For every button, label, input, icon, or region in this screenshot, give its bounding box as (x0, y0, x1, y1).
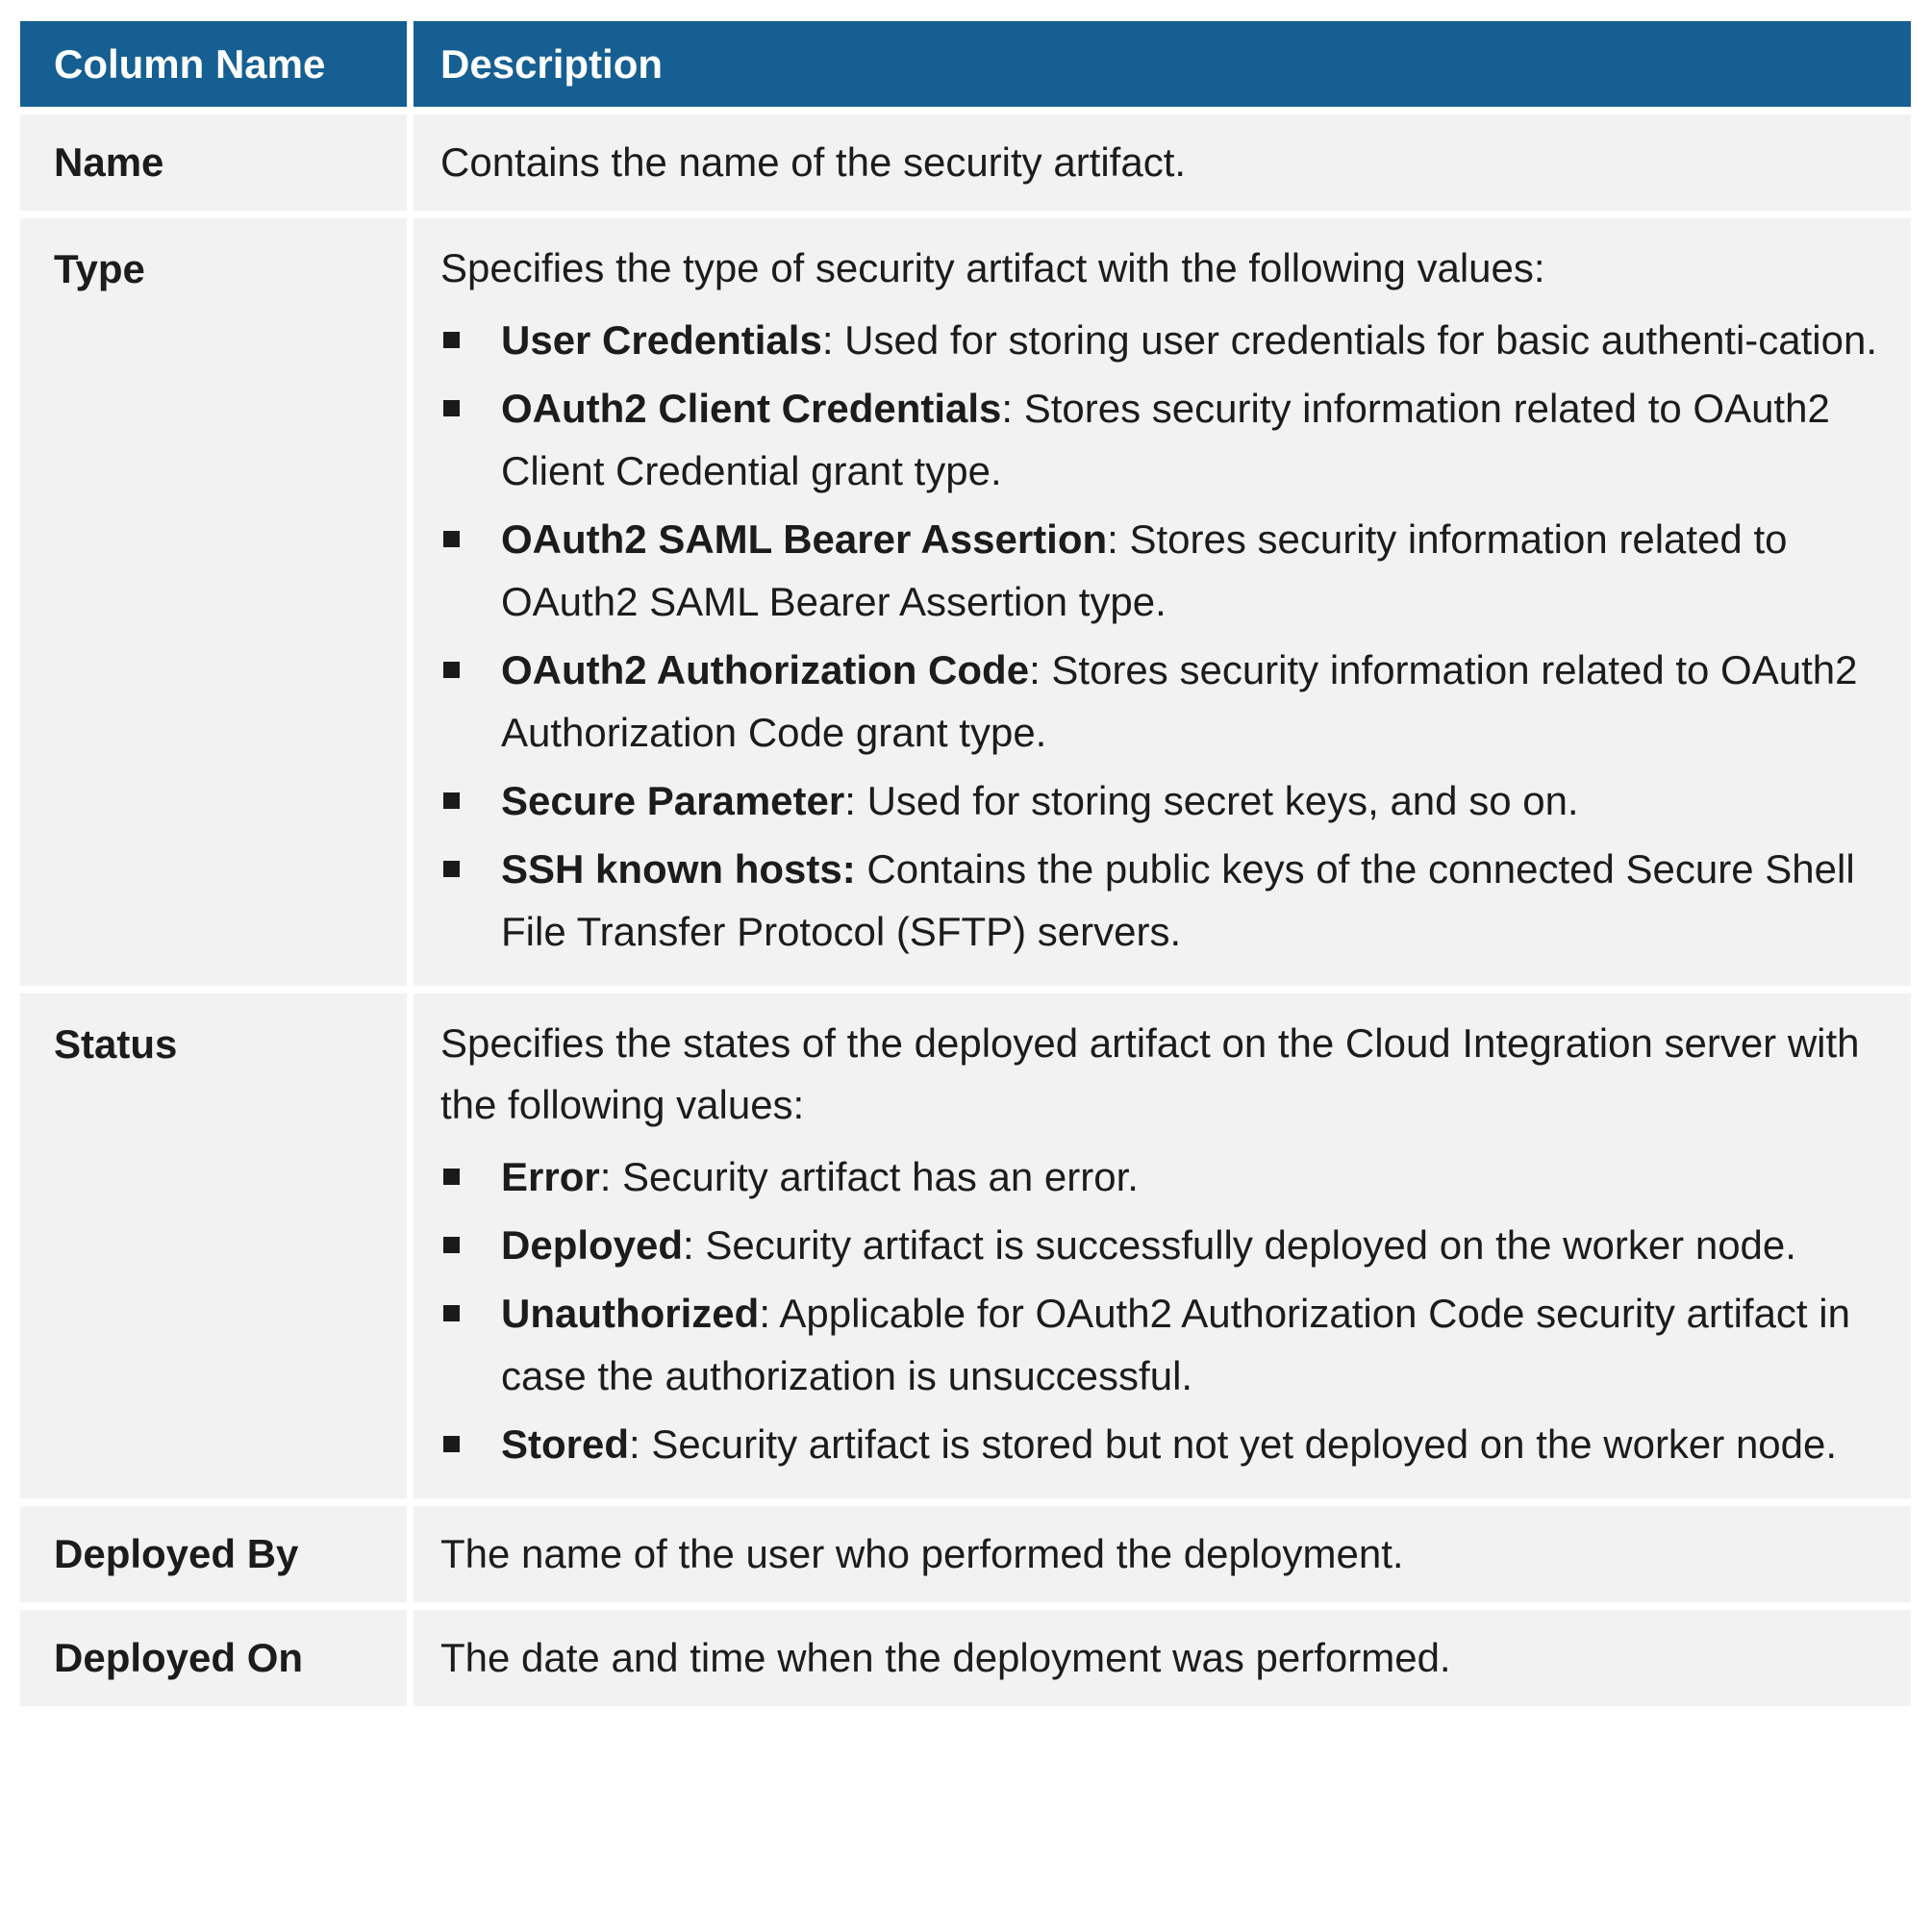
row-desc-deployed-by: The name of the user who performed the deployment. (414, 1506, 1911, 1602)
list-item-term: Unauthorized (501, 1291, 760, 1336)
list-item-term: OAuth2 Client Credentials (501, 386, 1002, 431)
list-item (440, 1282, 1882, 1407)
bullet-square-icon (443, 792, 460, 809)
row-desc-status (414, 993, 1911, 1498)
list-item-sep (856, 846, 867, 892)
list-item-sep: : (759, 1291, 780, 1336)
list-item-term: OAuth2 SAML Bearer Assertion (501, 516, 1108, 562)
row-label-deployed-on: Deployed On (20, 1610, 407, 1706)
list-item-text: Security artifact has an error. (622, 1154, 1139, 1199)
list-item (440, 1145, 1882, 1208)
bullet-square-icon (443, 662, 460, 678)
list-item (440, 508, 1882, 633)
list-item-term: SSH known hosts: (501, 846, 856, 892)
row-label-name: Name (20, 114, 407, 211)
table-row-deployed-by (20, 1506, 1911, 1602)
list-item-sep: : (844, 778, 867, 823)
table-row-deployed-on (20, 1610, 1911, 1706)
list-item-text: Applicable for OAuth2 Authorization Code security artifact in case the authorization is unsuccessful. (501, 1291, 1850, 1398)
list-item-text: Security artifact is stored but not yet deployed on the worker node. (651, 1421, 1838, 1467)
table-row-status (20, 993, 1911, 1498)
list-item-sep: : (683, 1222, 706, 1268)
list-item-term: Secure Parameter (501, 778, 845, 823)
list-item (440, 309, 1882, 371)
bullet-square-icon (443, 531, 460, 547)
bullet-square-icon (443, 1436, 460, 1452)
list-item-term: Error (501, 1154, 600, 1199)
list-item-term: OAuth2 Authorization Code (501, 647, 1030, 692)
bullet-square-icon (443, 1305, 460, 1321)
table-header-row (20, 21, 1911, 107)
list-item-sep: : (1107, 516, 1130, 562)
bullet-square-icon (443, 1237, 460, 1253)
table-row-type (20, 218, 1911, 986)
bullet-square-icon (443, 861, 460, 877)
list-item-sep: : (599, 1154, 623, 1199)
list-item-text: Contains the public keys of the connected Secure Shell File Transfer Protocol (SFTP) servers. (501, 846, 1855, 954)
list-item-sep: : (1029, 647, 1052, 692)
header-column-name: Column Name (20, 21, 407, 107)
list-item (440, 769, 1882, 832)
list-item-text: Used for storing user credentials for basic authenti-cation. (844, 317, 1878, 363)
type-intro: Specifies the type of security artifact with the following values: (440, 245, 1545, 290)
list-item-sep: : (629, 1421, 652, 1467)
list-item (440, 838, 1882, 963)
status-intro: Specifies the states of the deployed artifact on the Cloud Integration server with the following values: (440, 1020, 1860, 1127)
list-item-term: Deployed (501, 1222, 684, 1268)
row-desc-deployed-on: The date and time when the deployment was performed. (414, 1610, 1911, 1706)
list-item-term: User Credentials (501, 317, 822, 363)
list-item-text: Security artifact is successfully deployed on the worker node. (705, 1222, 1796, 1268)
list-item-sep: : (1001, 386, 1024, 431)
list-item-text: Used for storing secret keys, and so on. (866, 778, 1579, 823)
column-description-table (20, 21, 1911, 1714)
row-desc-type (414, 218, 1911, 986)
row-desc-name: Contains the name of the security artifact. (414, 114, 1911, 211)
bullet-square-icon (443, 332, 460, 348)
list-item-text: Stores security information related to OAuth2 Authorization Code grant type. (501, 647, 1858, 755)
status-values-list (440, 1145, 1882, 1475)
table-row-name (20, 114, 1911, 211)
bullet-square-icon (443, 400, 460, 416)
row-label-type: Type (20, 218, 407, 986)
list-item-term: Stored (501, 1421, 630, 1467)
bullet-square-icon (443, 1169, 460, 1185)
list-item-text: Stores security information related to OAuth2 SAML Bearer Assertion type. (501, 516, 1788, 624)
list-item-text: Stores security information related to OAuth2 Client Credential grant type. (501, 386, 1830, 493)
list-item (440, 1413, 1882, 1475)
list-item (440, 1214, 1882, 1276)
header-description: Description (414, 21, 1911, 107)
type-values-list (440, 309, 1882, 963)
list-item-sep: : (821, 317, 845, 363)
list-item (440, 639, 1882, 764)
row-label-deployed-by: Deployed By (20, 1506, 407, 1602)
list-item (440, 377, 1882, 502)
row-label-status: Status (20, 993, 407, 1498)
